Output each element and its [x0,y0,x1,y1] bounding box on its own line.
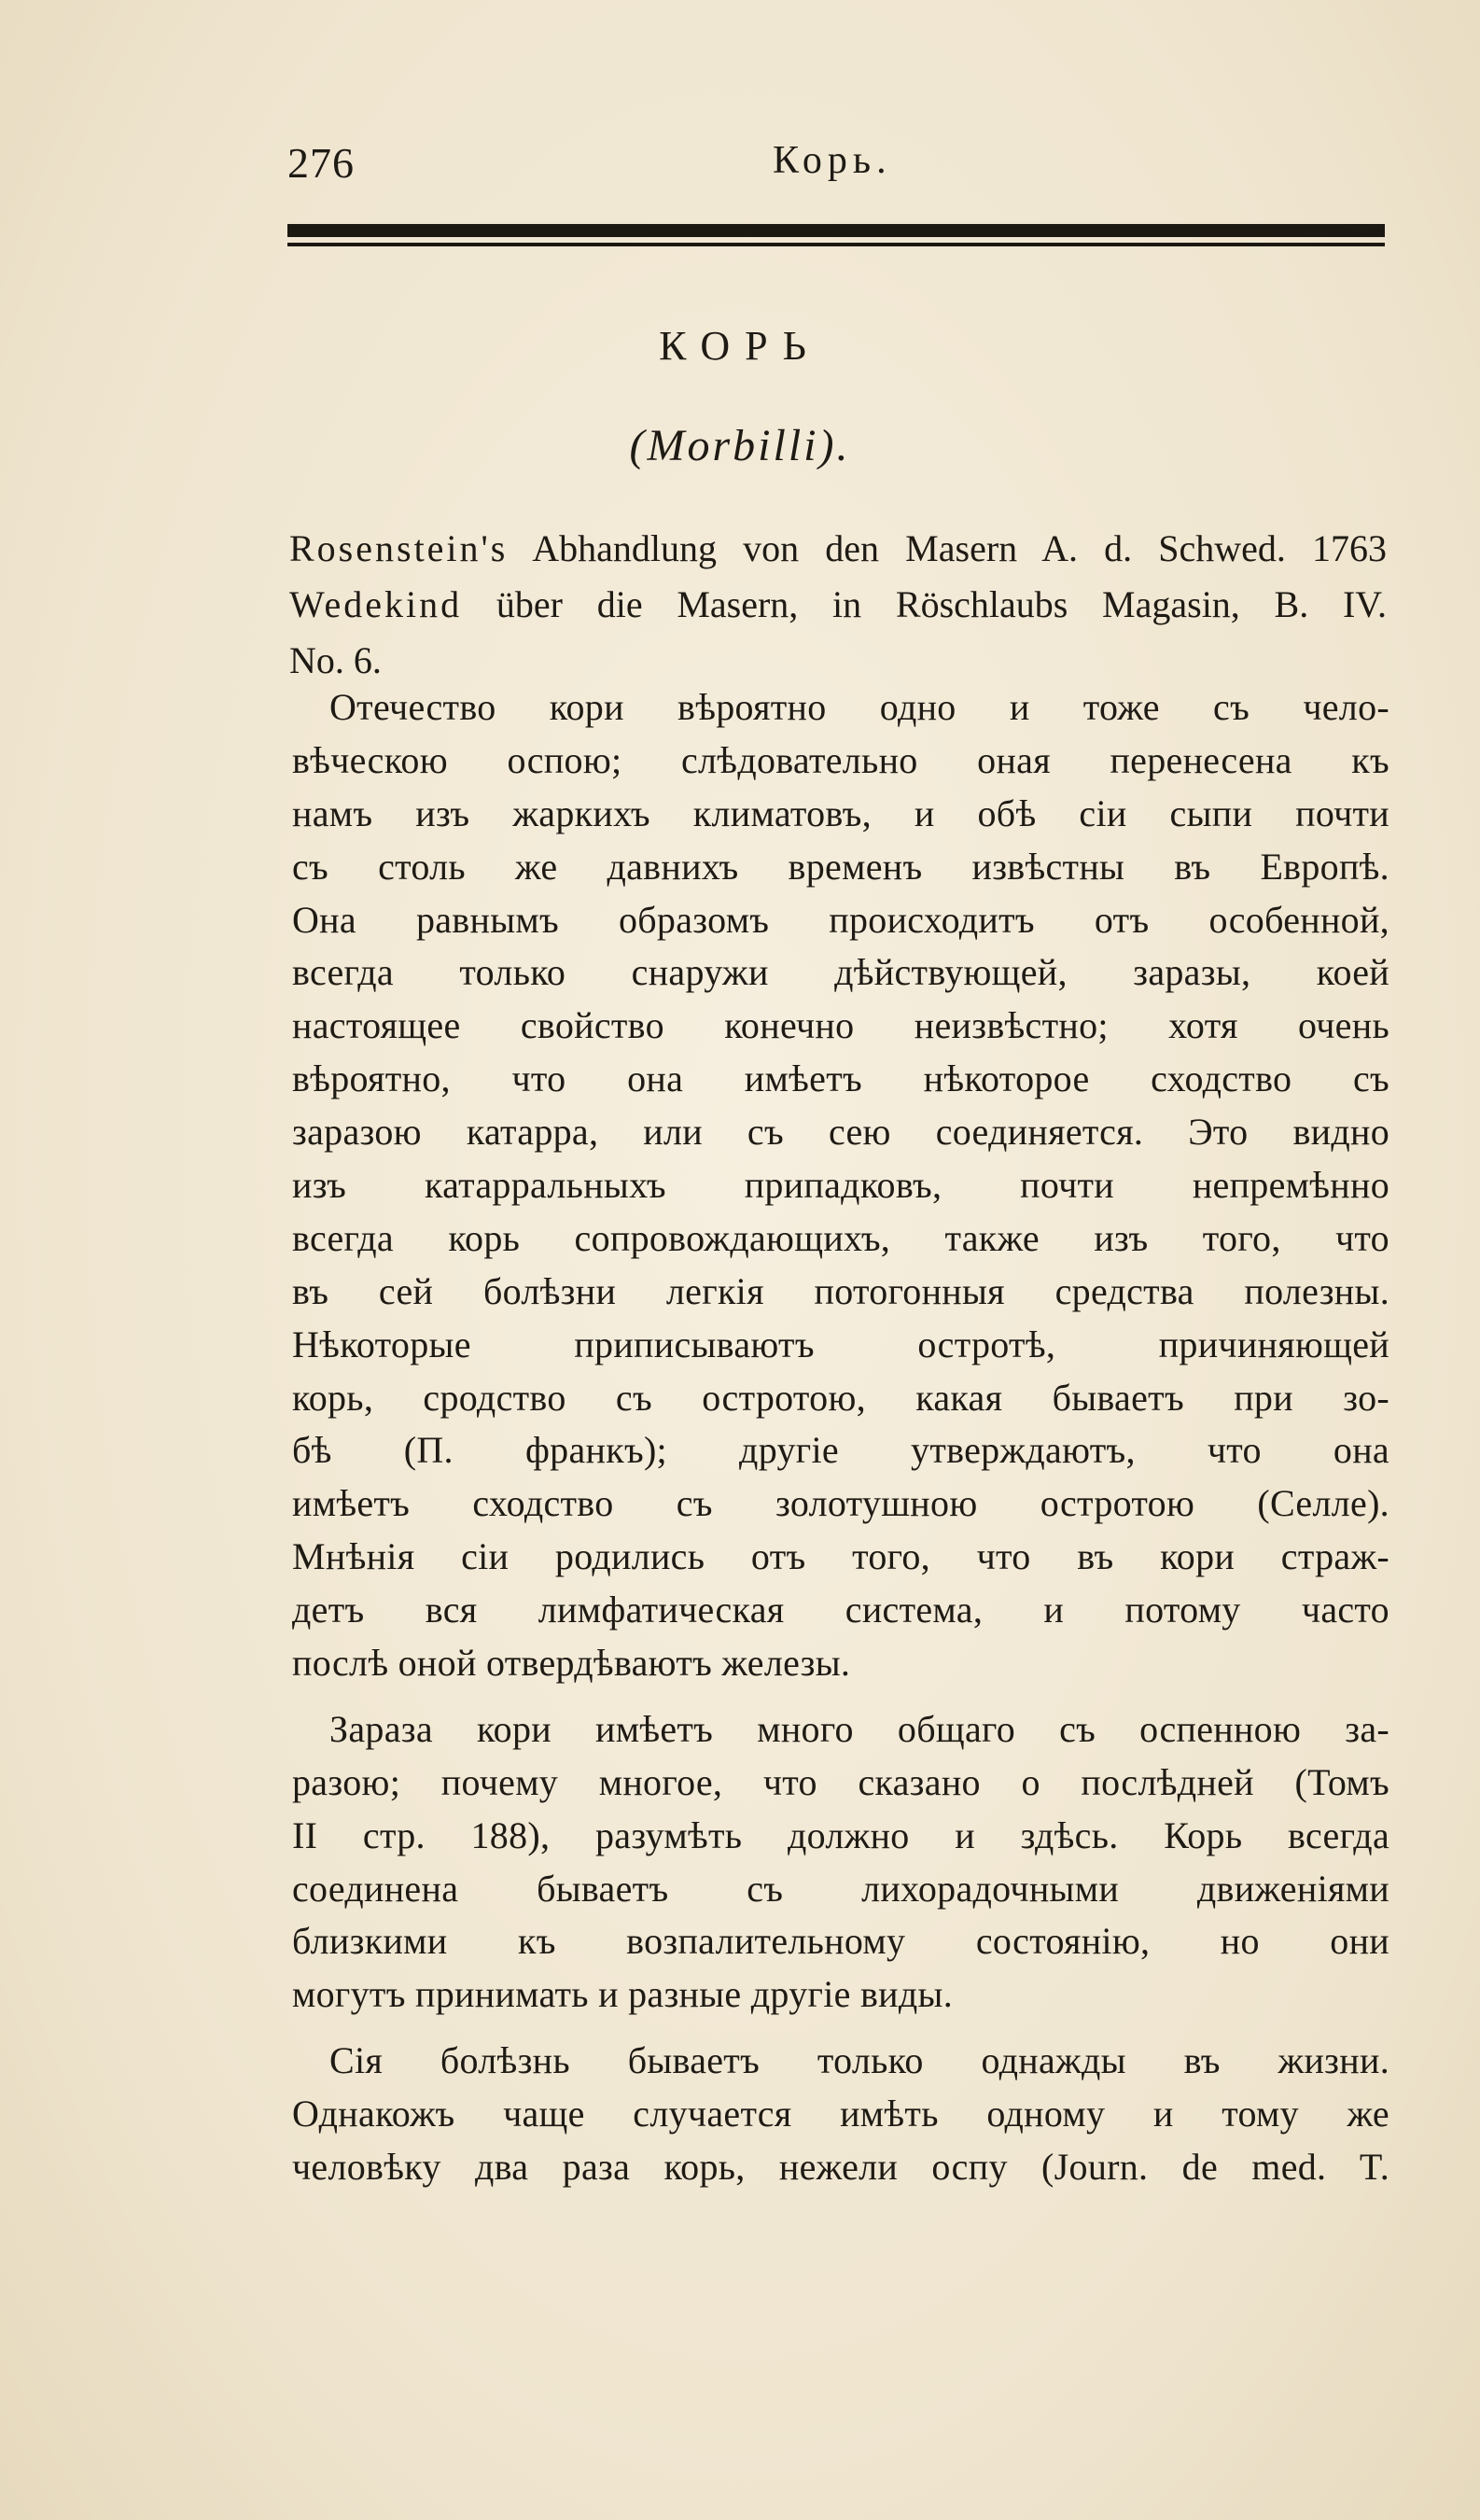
text-line: Зараза кори имѣетъ много общаго съ оспенною за- [329,1707,1389,1750]
text-line: вѣческою оспою; слѣдовательно оная перенесена къ [292,738,1389,781]
reference-line [289,633,1387,689]
header-rule-thin [287,243,1385,246]
text-line: могутъ принимать и разные другіе виды. [292,1973,954,2016]
reference-author: Wedekind [289,583,463,625]
text-line: человѣку два раза корь, нежели оспу (Journ. de med. T. [292,2146,1389,2189]
text-line: разою; почему многое, что сказано о послѣдней (Томъ [292,1760,1389,1803]
page-number: 276 [287,139,355,187]
reference-line [289,521,1387,577]
paragraph [292,2035,1389,2194]
text-line: настоящее свойство конечно неизвѣстно; хотя очень [292,1004,1389,1047]
text-line: изъ катарральныхъ припадковъ, почти непремѣнно [292,1164,1389,1207]
text-line: Она равнымъ образомъ происходитъ отъ особенной, [292,898,1389,941]
text-line: всегда только снаружи дѣйствующей, заразы, коей [292,951,1389,994]
running-head [287,138,1389,194]
text-line: Нѣкоторые приписываютъ остротѣ, причиняющей [292,1323,1389,1365]
text-line: близкими къ возпалительному состоянію, но они [292,1920,1389,1963]
chapter-subtitle: (Morbilli). [629,421,851,470]
text-line: съ столь же давнихъ временъ извѣстны въ Европѣ. [292,845,1389,888]
text-line: детъ вся лимфатическая система, и потому часто [292,1589,1389,1631]
reference-author: Rosenstein's [289,527,509,569]
text-line: заразою катарра, или съ сею соединяется. Это видно [292,1111,1389,1154]
reference-text: No. 6. [289,639,382,681]
text-line: Однакожъ чаще случается имѣть одному и тому же [292,2093,1389,2135]
body-text [292,681,1389,2207]
chapter-title: КОРЬ [659,323,821,369]
text-line: корь, сродство съ остротою, какая бываетъ при зо- [292,1376,1389,1419]
reference-text: Abhandlung von den Masern A. d. Schwed. 1763 [532,527,1387,569]
text-line: Мнѣнія сіи родились отъ того, что въ кори страж- [292,1535,1389,1578]
text-line: всегда корь сопровождающихъ, также изъ того, что [292,1216,1389,1259]
text-line: соединена бываетъ съ лихорадочными движеніями [292,1867,1389,1910]
text-line: намъ изъ жаркихъ климатовъ, и обѣ сіи сыпи почти [292,791,1389,834]
text-line: Отечество кори вѣроятно одно и тоже съ чело- [329,686,1389,728]
reference-text: über die Masern, in Röschlaubs Magasin, B. IV. [496,583,1388,625]
text-line: послѣ оной отвердѣваютъ железы. [292,1642,851,1685]
text-line: въ сей болѣзни легкія потогонныя средства полезны. [292,1269,1389,1312]
text-line: II стр. 188), разумѣть должно и здѣсь. Корь всегда [292,1813,1389,1856]
reference-line [289,577,1387,633]
paragraph [292,1703,1389,2022]
text-line: вѣроятно, что она имѣетъ нѣкоторое сходство съ [292,1057,1389,1100]
text-line: бѣ (П. франкъ); другіе утверждаютъ, что она [292,1429,1389,1472]
header-rule [287,224,1385,248]
text-line: имѣетъ сходство съ золотушною остротою (Селле). [292,1482,1389,1525]
paragraph [292,681,1389,1690]
running-title: Корь. [773,139,892,182]
header-rule-thick [287,224,1385,237]
text-line: Сія болѣзнь бываетъ только однажды въ жизни. [329,2039,1389,2082]
references [289,521,1387,689]
